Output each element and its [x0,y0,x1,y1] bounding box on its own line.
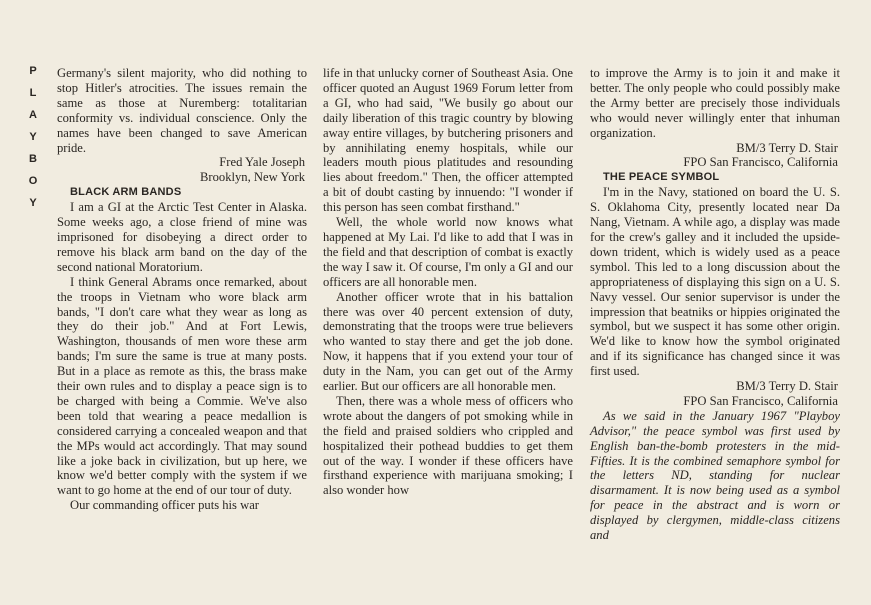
side-letter: Y [29,197,37,209]
letter-paragraph: Our commanding officer puts his war [70,498,259,513]
column-middle [323,66,573,498]
letter-paragraph: life in that unlucky corner of Southeast Asia. One officer quoted an August 1969 Forum letter from a GI, who had said, "We busily go about our daily liberation of this tragic country by blowing away entire villages, by butchering prisoners and by annihilating enemy hospitals, while our leaders mouth pious platitudes and resounding lies about freedom." Then, the officer attempted a bit of doubt casting by innuendo: "I wonder if this person has seen combat firsthand." [323,66,573,215]
magazine-side-title [24,66,42,220]
side-letter: Y [29,131,37,143]
side-letter: O [28,175,38,187]
signature-name: BM/3 Terry D. Stair [736,140,838,155]
signature-place: FPO San Francisco, California [683,155,838,170]
signature [590,379,840,409]
editor-reply: As we said in the January 1967 "Playboy Advisor," the peace symbol was first used by English ban-the-bomb protesters in the mid-Fifties. It is the combined semaphore symbol for the letters ND, standing for nuclear disarmament. It is now being used as a symbol for peace in the abstract and is worn or displayed by clergymen, middle-class citizens and [590,408,840,543]
letter-paragraph: to improve the Army is to join it and make it better. The only people who could possibly make the Army better are precisely those individuals who would never willingly enter that inhuman organization. [590,66,840,140]
signature [57,155,307,185]
column-right [590,66,840,543]
letter-paragraph: Germany's silent majority, who did nothing to stop Hitler's atrocities. The issues remain the same as those at Nuremberg: totalitarian conformity vs. individual conscience. Only the names have been changed to save American pride. [57,66,307,155]
side-letter: B [29,153,37,165]
signature-place: Brooklyn, New York [200,170,305,185]
letter-paragraph: Then, there was a whole mess of officers who wrote about the dangers of pot smoking while in the field and praised soldiers who crippled and hospitalized their pothead buddies to get them out of the way. I wonder if these officers have firsthand experience with marijuana smoking; I also wonder how [323,393,573,498]
letter-paragraph: I'm in the Navy, stationed on board the U. S. S. Oklahoma City, presently located near Da Nang, Vietnam. A while ago, a display was made for the crew's galley and it included the upside-down trident, which is widely used as a peace symbol. This led to a long discussion about the appropriateness of displaying this sign on a U. S. Navy vessel. Our senior supervisor is under the impression that beatniks or hippies originated the symbol, but we suspect it has some other origin. We'd like to know how the symbol originated and if its significance has changed since it was first used. [590,185,840,379]
signature-name: Fred Yale Joseph [219,155,305,170]
letter-paragraph: I am a GI at the Arctic Test Center in Alaska. Some weeks ago, a close friend of mine was imprisoned for disobeying a direct order to remove his black arm band on the day of the second national Moratorium. [57,200,307,274]
signature [590,141,840,171]
letter-paragraph: I think General Abrams once remarked, about the troops in Vietnam who wore black arm bands, "I don't care what they wear as long as they do their job." And at Fort Lewis, Washington, thousands of men wore these arm bands; I'm sure the same is true at many posts. But in a place as remote as this, the brass make their own rules and to display a peace sign is to be charged with being a Commie. We've also been told that wearing a peace medallion is considered carrying a concealed weapon and that the MPs would act accordingly. That may sound like a joke back in civilization, but up here, we know we'd better comply with the system if we want to go home at the end of our tour of duty. [57,274,307,498]
letter-paragraph: Well, the whole world now knows what happened at My Lai. I'd like to add that I was in the field and that description of combat is exactly the way I saw it. Of course, I'm only a GI and our officers are all honorable men. [323,215,573,289]
signature-place: FPO San Francisco, California [683,393,838,408]
side-letter: A [29,109,37,121]
signature-name: BM/3 Terry D. Stair [736,379,838,394]
column-left [57,66,307,513]
section-heading: THE PEACE SYMBOL [603,171,720,184]
section-heading: BLACK ARM BANDS [70,186,182,199]
side-letter: L [29,87,37,99]
side-letter: P [29,65,37,77]
letter-paragraph: Another officer wrote that in his battalion there was over 40 percent extension of duty, demonstrating that the troops were true believers who wanted to stay there and get the job done. Now, it happens that if you extend your tour of duty in the Nam, you can get out of the Army earlier. But our officers are all honorable men. [323,289,573,394]
